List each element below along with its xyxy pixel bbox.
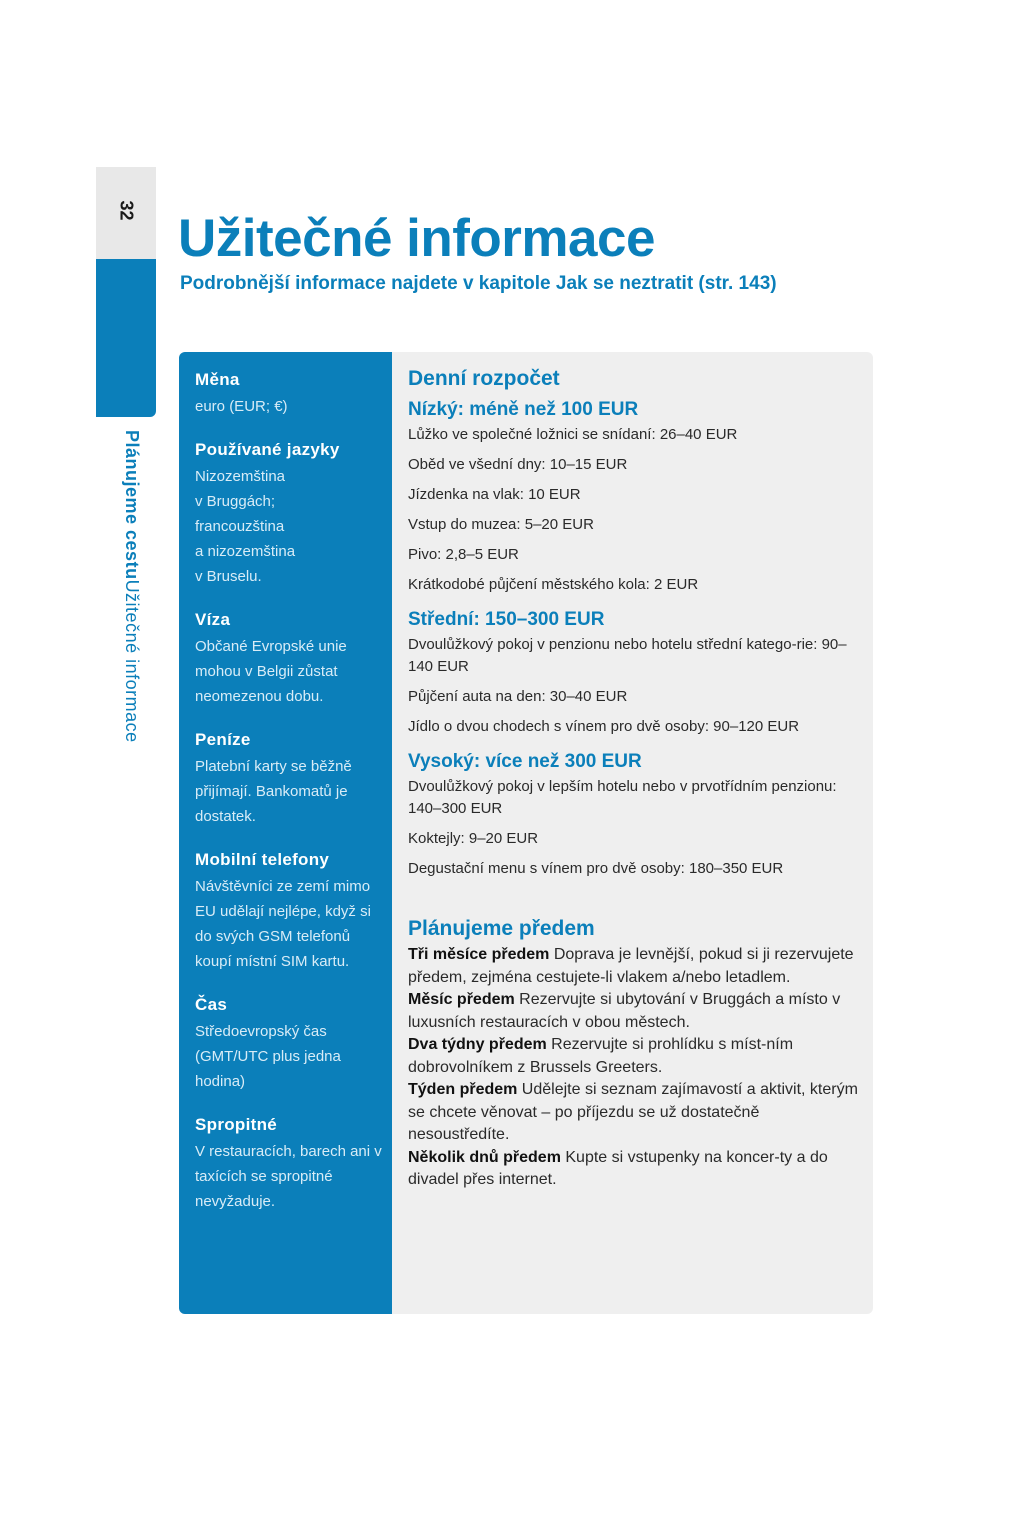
budget-tier [408,748,860,880]
fact-heading: Peníze [195,730,251,749]
planning-item [408,989,860,1034]
budget-item: Degustační menu s vínem pro dvě osoby: 180–350 EUR [408,860,784,877]
planning-item-text: Rezervujte si ubytování v Bruggách a místo v luxusních restauracích v obou městech. [408,991,841,1031]
budget-item: Jídlo o dvou chodech s vínem pro dvě osoby: 90–120 EUR [408,718,800,735]
planning-item [408,1079,860,1147]
fact-heading: Spropitné [195,1115,278,1134]
planning-item-text: Rezervujte si prohlídku s míst-ním dobrovolníkem z Brussels Greeters. [408,1036,794,1076]
fact-text: Nizozemština v Bruggách; francouzština a nizozemština v Bruselu. [195,468,296,585]
fact-heading: Mobilní telefony [195,850,330,869]
budget-item: Dvoulůžkový pokoj v penzionu nebo hotelu střední katego-rie: 90–140 EUR [408,636,847,675]
page-title: Užitečné informace [178,209,655,268]
fact-heading: Čas [195,995,228,1014]
planning-item-text: Kupte si vstupenky na koncer-ty a do divadel přes internet. [408,1148,828,1188]
fact-section [195,438,385,589]
planning-item-label: Týden předem [408,1081,518,1098]
planning-items [408,944,860,1192]
planning-item-text: Udělejte si seznam zajímavostí a aktivit, kterým se chcete věnovat – po příjezdu se už dostatečně nesoustředíte. [408,1081,858,1143]
budget-item: Oběd ve všední dny: 10–15 EUR [408,456,628,473]
budget-item: Dvoulůžkový pokoj v lepším hotelu nebo v prvotřídním penzionu: 140–300 EUR [408,778,837,817]
budget-item: Vstup do muzea: 5–20 EUR [408,516,594,533]
page-number: 32 [116,200,137,221]
fact-section [195,848,385,974]
budget-item: Pivo: 2,8–5 EUR [408,546,519,563]
planning-item-label: Několik dnů předem [408,1148,561,1166]
planning-heading: Plánujeme předem [408,917,595,940]
planning-item-label: Měsíc předem [408,991,515,1008]
budget-tier [408,606,860,738]
planning-item-label: Dva týdny předem [408,1036,547,1053]
planning-item-label: Tři měsíce předem [408,946,550,963]
budget-tier-heading: Nízký: méně než 100 EUR [408,399,639,420]
fact-text: V restauracích, barech ani v taxících se spropitné nevyžaduje. [195,1143,382,1210]
fact-heading: Měna [195,370,240,389]
planning-section [408,914,860,1192]
side-navigation [112,430,142,830]
planning-item [408,1034,860,1079]
budget-item: Krátkodobé půjčení městského kola: 2 EUR [408,576,699,593]
fact-section [195,608,385,709]
fact-heading: Používané jazyky [195,440,340,459]
budget-tier [408,396,860,596]
fact-text: Návštěvníci ze zemí mimo EU udělají nejlépe, když si do svých GSM telefonů koupí místní SIM kartu. [195,878,371,970]
page-subtitle: Podrobnější informace najdete v kapitole Jak se neztratit (str. 143) [180,273,777,294]
budget-item: Lůžko ve společné ložnici se snídaní: 26–40 EUR [408,426,738,443]
budget-item: Koktejly: 9–20 EUR [408,830,539,847]
quick-facts [195,368,385,1233]
fact-text: Středoevropský čas (GMT/UTC plus jedna hodina) [195,1023,341,1090]
budget-heading: Denní rozpočet [408,367,560,390]
fact-section [195,368,385,419]
side-nav-subsection: Užitečné informace [122,579,142,743]
fact-section [195,993,385,1094]
planning-item [408,1147,860,1192]
chapter-tab [96,259,156,417]
budget-item: Jízdenka na vlak: 10 EUR [408,486,581,503]
budget-tiers [408,396,860,880]
fact-text: Platební karty se běžně přijímají. Bankomatů je dostatek. [195,758,352,825]
fact-heading: Víza [195,610,231,629]
fact-section [195,728,385,829]
budget-and-planning [408,364,860,1192]
planning-item-text: Doprava je levnější, pokud si ji rezervujete předem, zejména cestujete-li vlakem a/nebo letadlem. [408,946,854,986]
budget-tier-heading: Vysoký: více než 300 EUR [408,751,642,772]
fact-text: Občané Evropské unie mohou v Belgii zůstat neomezenou dobu. [195,638,347,705]
fact-section [195,1113,385,1214]
fact-text: euro (EUR; €) [195,398,288,415]
budget-item: Půjčení auta na den: 30–40 EUR [408,688,628,705]
planning-item [408,944,860,989]
side-nav-section: Plánujeme cestu [122,430,142,580]
budget-tier-heading: Střední: 150–300 EUR [408,609,605,630]
